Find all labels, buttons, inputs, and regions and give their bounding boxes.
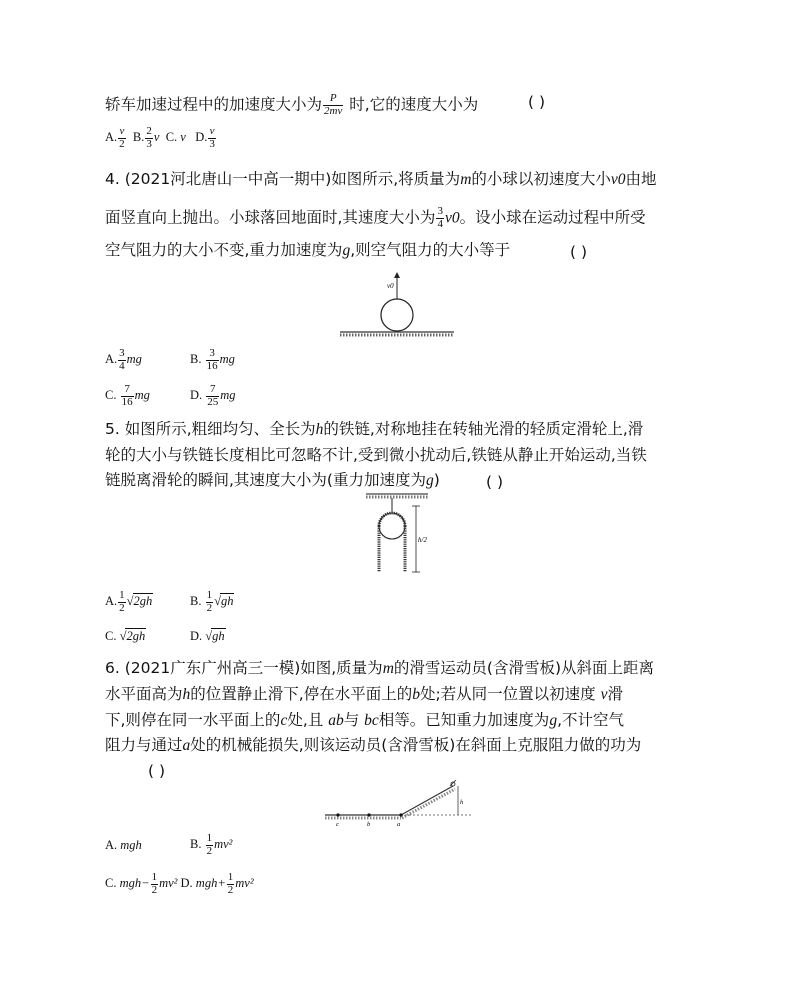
q4-answer-bracket: ( ) (570, 243, 588, 261)
q4-ball-figure (340, 270, 460, 340)
q3-answer-bracket: ( ) (528, 93, 546, 111)
q4-stem-line1: 4. (2021河北唐山一中高一期中)如图所示,将质量为m的小球以初速度大小v0由地 (105, 170, 657, 188)
q6-stem-line2: 水平面高为h的位置静止滑下,停在水平面上的b处;若从同一位置以初速度 v滑 (105, 685, 624, 703)
q6-option-b: B. $\frac{1}{2}$ mv² (190, 832, 233, 857)
q5-option-a: A. $\frac{1}{2}$ √2gh (105, 589, 153, 614)
q3-stem: 轿车加速过程中的加速度大小为 $\frac{P}{2mv}$ 时,它的速度大小为 (105, 92, 479, 117)
q3-options: A. $\frac{v}{2}$ B. $\frac{2}{3}$ v C. v D. $\frac{v}{3}$ (105, 125, 215, 150)
q3-accel-fraction: $\frac{P}{2mv}$ (324, 92, 343, 117)
q6-option-a: A. mgh (105, 838, 142, 852)
q5-stem-line1: 5. 如图所示,粗细均匀、全长为h的铁链,对称地挂在转轴光滑的轻质定滑轮上,滑 (105, 420, 644, 438)
q5-answer-bracket: ( ) (486, 473, 504, 491)
q5-option-b: B. $\frac{1}{2}$ √gh (190, 589, 234, 614)
q4-options-row1: A. $\frac{3}{4}$ mg (105, 347, 142, 372)
q5-option-c: C. √2gh (105, 629, 146, 643)
q6-stem-line1: 6. (2021广东广州高三一模)如图,质量为m的滑雪运动员(含滑雪板)从斜面上距离 (105, 659, 654, 677)
q4-option-d: D. $\frac{7}{25}$ mg (190, 383, 236, 408)
svg-text:h: h (460, 799, 464, 806)
q4-stem-line3: 空气阻力的大小不变,重力加速度为g,则空气阻力的大小等于 (105, 241, 511, 259)
q5-pulley-chain-figure (366, 492, 436, 576)
q6-stem-line3: 下,则停在同一水平面上的c处,且 ab与 bc相等。已知重力加速度为g,不计空气 (105, 711, 624, 729)
svg-text:v0: v0 (387, 282, 394, 290)
q4-stem-line2: 面竖直向上抛出。小球落回地面时,其速度大小为 $\frac{3}{4}$ v0。设小球在运动过程中所受 (105, 205, 646, 230)
q5-stem-line2: 轮的大小与铁链长度相比可忽略不计,受到微小扰动后,铁链从静止开始运动,当铁 (105, 446, 647, 464)
q6-slope-figure (325, 774, 475, 830)
q6-option-c: C. mgh− $\frac{1}{2}$ mv² D. mgh+ $\frac{1}{2}$ mv² (105, 871, 254, 896)
svg-text:b: b (367, 821, 371, 828)
q5-stem-line3: 链脱离滑轮的瞬间,其速度大小为(重力加速度为g) (105, 471, 440, 489)
svg-text:a: a (397, 821, 401, 828)
svg-text:c: c (336, 821, 339, 828)
svg-text:h/2: h/2 (418, 536, 427, 544)
q4-option-b: B. $\frac{3}{16}$ mg (190, 347, 235, 372)
q5-option-d: D. √gh (190, 629, 225, 643)
q4-options-row2: C. $\frac{7}{16}$ mg (105, 383, 150, 408)
q6-stem-line4: 阻力与通过a处的机械能损失,则该运动员(含滑雪板)在斜面上克服阻力做的功为 (105, 736, 642, 754)
q6-answer-bracket: ( ) (148, 762, 166, 780)
